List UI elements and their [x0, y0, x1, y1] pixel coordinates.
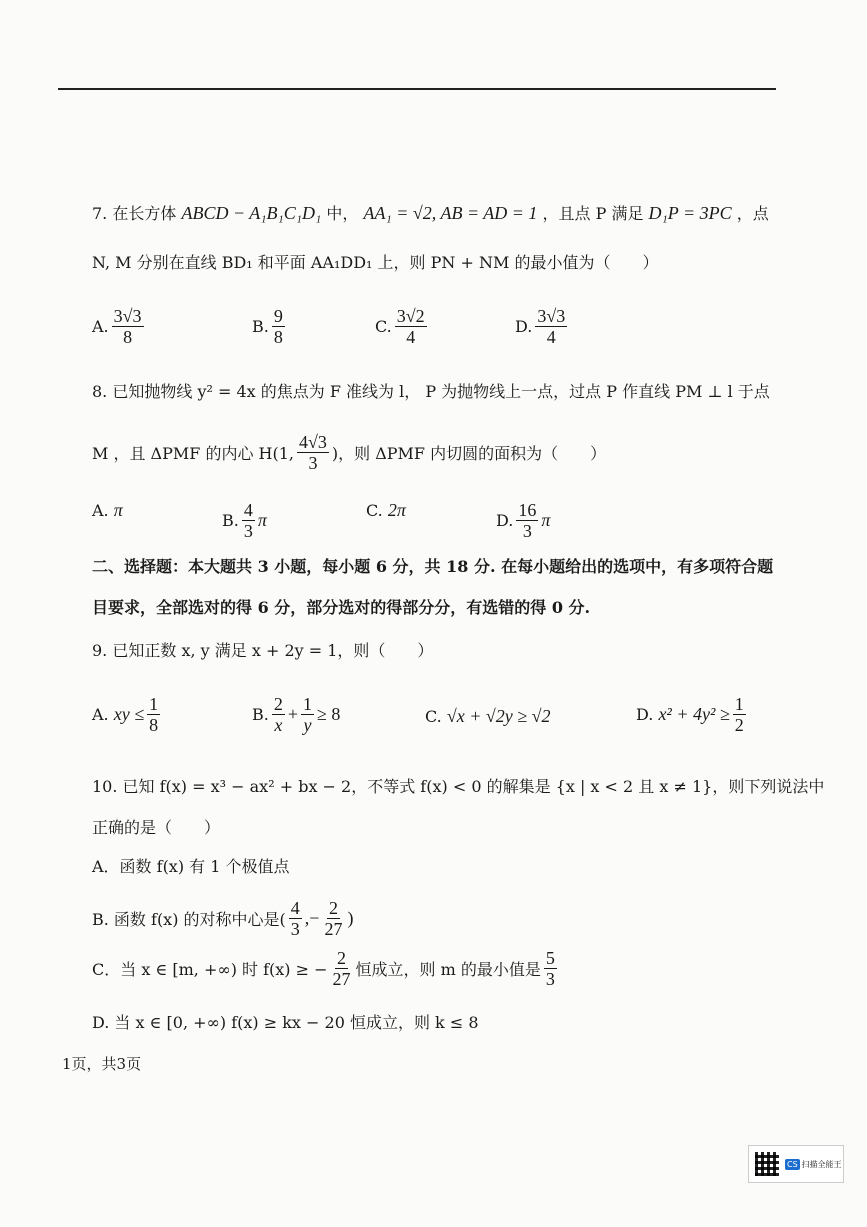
- scanner-watermark: [748, 1145, 844, 1183]
- scanner-badge: CS: [787, 1159, 798, 1169]
- header-rule: [58, 88, 776, 90]
- q8-line2: M ，且 ΔPMF 的内心 H(1, $\frac{4√3}{3}$ )，则 ΔPMF 内切圆的面积为（ ）: [92, 432, 607, 473]
- q8-option-a: A. π: [92, 500, 123, 520]
- q10-option-d: D. 当 x ∈ [0, +∞) f(x) ≥ kx − 20 恒成立，则 k ≤ 8: [92, 1013, 479, 1032]
- q7-number: 7. 在长方体: [92, 204, 177, 223]
- q8-option-d: D. $\frac{16}{3}$ π: [496, 500, 551, 541]
- scanner-name: 扫描全能王: [801, 1159, 842, 1169]
- q8-line1: 8. 已知抛物线 y² = 4x 的焦点为 F 准线为 l， P 为抛物线上一点，过点 P 作直线 PM ⊥ l 于点: [92, 382, 770, 401]
- q7-option-a: A. $\frac{3√3}{8}$: [92, 306, 142, 347]
- q7-option-c: C. $\frac{3√2}{4}$: [375, 306, 425, 347]
- q8-option-c: C. 2π: [366, 500, 406, 520]
- q10-line2: 正确的是（ ）: [92, 818, 221, 837]
- q10-option-c: C．当 x ∈ [m, +∞) 时 f(x) ≥ − $\frac{2}{27}$ 恒成立，则 m 的最小值是 $\frac{5}{3}$: [92, 948, 555, 989]
- q9-stem: 9. 已知正数 x, y 满足 x + 2y = 1，则（ ）: [92, 641, 434, 660]
- q10-option-b: B. 函数 f(x) 的对称中心是( $\frac{4}{3}$ ,− $\frac{2}{27}$ ): [92, 898, 354, 939]
- q7-option-b: B. $\frac{9}{8}$: [252, 306, 283, 347]
- section2-line1: 二、选择题：本大题共 3 小题，每小题 6 分，共 18 分. 在每小题给出的选项中，有多项符合题: [92, 557, 774, 576]
- page-footer: 1页，共3页: [62, 1055, 142, 1073]
- q9-option-b: B. $\frac{2}{x}$ + $\frac{1}{y}$ ≥ 8: [252, 694, 341, 735]
- q8-option-b: B. $\frac{4}{3}$ π: [222, 500, 267, 541]
- section2-line2: 目要求，全部选对的得 6 分，部分选对的得部分分，有选错的得 0 分.: [92, 598, 591, 617]
- q9-option-c: C. √x + √2y ≥ √2: [425, 706, 551, 726]
- q9-option-d: D. x² + 4y² ≥ $\frac{1}{2}$: [636, 694, 744, 735]
- q7-line2: N, M 分别在直线 BD₁ 和平面 AA₁DD₁ 上，则 PN + NM 的最小值为（ ）: [92, 253, 659, 272]
- q7-line1: 7. 在长方体 ABCD − A₁B₁C₁D₁ 中， AA₁ = √2, AB = AD = 1 ，且点 P 满足 D₁P = 3PC ，点: [92, 203, 769, 223]
- q9-option-a: A. xy ≤ $\frac{1}{8}$: [92, 694, 159, 735]
- q7-option-d: D. $\frac{3√3}{4}$: [515, 306, 566, 347]
- q10-option-a: A．函数 f(x) 有 1 个极值点: [92, 857, 290, 876]
- qr-code-icon: [755, 1152, 779, 1176]
- q10-line1: 10. 已知 f(x) = x³ − ax² + bx − 2，不等式 f(x) < 0 的解集是 {x | x < 2 且 x ≠ 1}，则下列说法中: [92, 777, 825, 796]
